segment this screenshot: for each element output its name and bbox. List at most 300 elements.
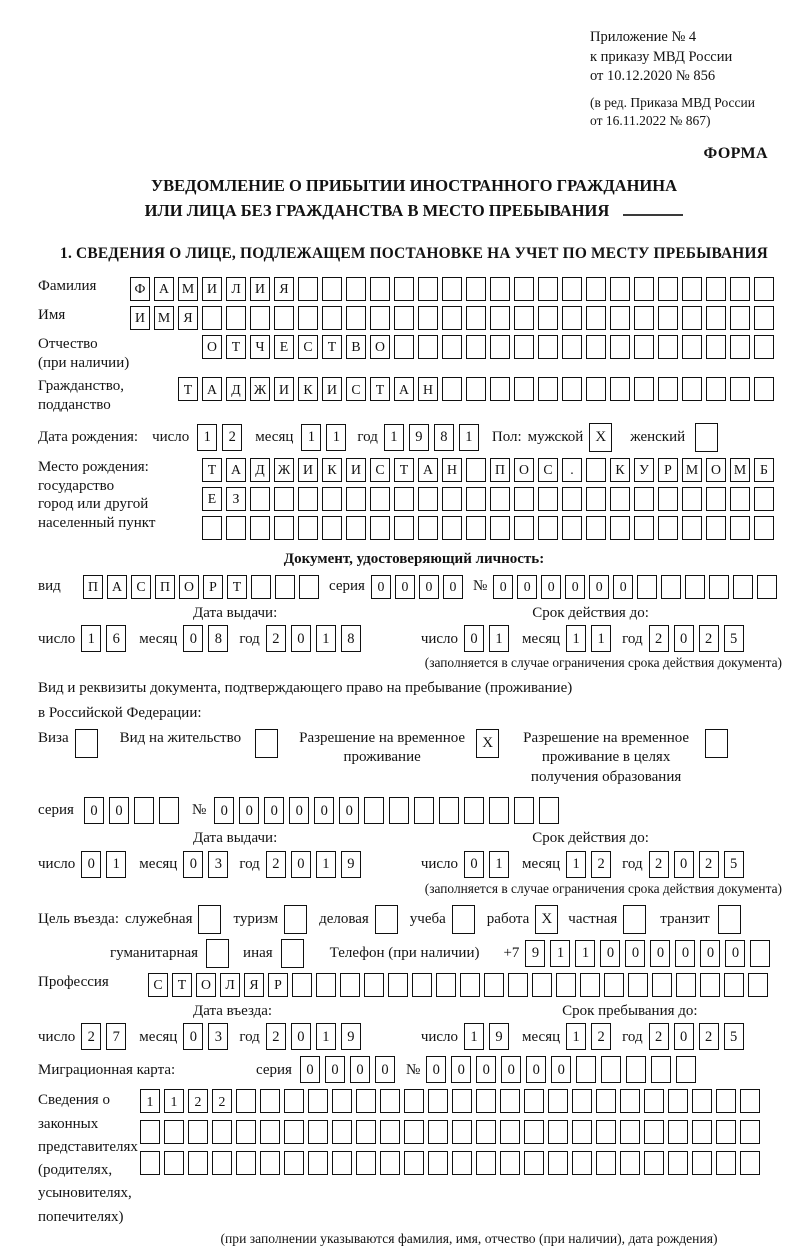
char-cell[interactable] xyxy=(188,1151,208,1175)
char-cell[interactable]: 1 xyxy=(106,851,126,878)
phone-cells[interactable] xyxy=(525,940,775,967)
char-cell[interactable] xyxy=(706,306,726,330)
char-cell[interactable] xyxy=(514,335,534,359)
char-cell[interactable] xyxy=(500,1151,520,1175)
char-cell[interactable] xyxy=(442,277,462,301)
purpose-other-checkbox[interactable] xyxy=(281,939,308,968)
char-cell[interactable] xyxy=(586,277,606,301)
char-cell[interactable] xyxy=(380,1120,400,1144)
char-cell[interactable] xyxy=(466,377,486,401)
char-cell[interactable]: К xyxy=(610,458,630,482)
char-cell[interactable]: Е xyxy=(274,335,294,359)
char-cell[interactable] xyxy=(380,1089,400,1113)
char-cell[interactable] xyxy=(394,277,414,301)
purpose-humanitarian-checkbox[interactable] xyxy=(206,939,233,968)
char-cell[interactable]: 0 xyxy=(264,797,284,824)
char-cell[interactable]: О xyxy=(706,458,726,482)
char-cell[interactable] xyxy=(476,1089,496,1113)
char-cell[interactable]: 1 xyxy=(566,851,586,878)
char-cell[interactable] xyxy=(562,487,582,511)
char-cell[interactable]: О xyxy=(370,335,390,359)
char-cell[interactable]: 0 xyxy=(183,625,203,652)
char-cell[interactable]: 0 xyxy=(451,1056,471,1083)
char-cell[interactable]: 5 xyxy=(724,625,744,652)
char-cell[interactable]: Л xyxy=(220,973,240,997)
char-cell[interactable]: Р xyxy=(203,575,223,599)
birth-month-cells[interactable] xyxy=(301,424,351,451)
char-cell[interactable]: 0 xyxy=(291,1023,311,1050)
char-cell[interactable] xyxy=(380,1151,400,1175)
char-cell[interactable]: 0 xyxy=(419,575,439,599)
purpose-work-checkbox[interactable] xyxy=(535,905,562,934)
char-cell[interactable] xyxy=(514,487,534,511)
profession-cells[interactable] xyxy=(148,973,772,997)
char-cell[interactable] xyxy=(514,516,534,540)
char-cell[interactable] xyxy=(695,423,718,452)
char-cell[interactable]: Я xyxy=(244,973,264,997)
char-cell[interactable] xyxy=(442,335,462,359)
char-cell[interactable]: 1 xyxy=(489,625,509,652)
char-cell[interactable]: Т xyxy=(370,377,390,401)
res-valid-month-cells[interactable] xyxy=(566,851,616,878)
char-cell[interactable] xyxy=(140,1120,160,1144)
char-cell[interactable] xyxy=(464,797,484,824)
char-cell[interactable] xyxy=(356,1120,376,1144)
char-cell[interactable] xyxy=(260,1089,280,1113)
birth-place-row1-cells[interactable] xyxy=(202,458,778,482)
char-cell[interactable] xyxy=(668,1089,688,1113)
char-cell[interactable]: 0 xyxy=(183,1023,203,1050)
char-cell[interactable] xyxy=(394,306,414,330)
char-cell[interactable] xyxy=(404,1089,424,1113)
char-cell[interactable] xyxy=(748,973,768,997)
char-cell[interactable] xyxy=(556,973,576,997)
temp-residence-edu-checkbox[interactable] xyxy=(705,729,732,758)
char-cell[interactable]: А xyxy=(107,575,127,599)
char-cell[interactable] xyxy=(412,973,432,997)
char-cell[interactable] xyxy=(255,729,278,758)
char-cell[interactable] xyxy=(658,487,678,511)
id-valid-day-cells[interactable] xyxy=(464,625,514,652)
char-cell[interactable]: 2 xyxy=(699,851,719,878)
char-cell[interactable] xyxy=(490,277,510,301)
char-cell[interactable]: 0 xyxy=(443,575,463,599)
char-cell[interactable]: 0 xyxy=(81,851,101,878)
char-cell[interactable] xyxy=(346,277,366,301)
char-cell[interactable]: 9 xyxy=(409,424,429,451)
char-cell[interactable] xyxy=(356,1089,376,1113)
char-cell[interactable]: 0 xyxy=(674,851,694,878)
char-cell[interactable] xyxy=(596,1120,616,1144)
char-cell[interactable]: 2 xyxy=(266,625,286,652)
char-cell[interactable]: 2 xyxy=(81,1023,101,1050)
char-cell[interactable] xyxy=(750,940,770,967)
char-cell[interactable]: 3 xyxy=(208,851,228,878)
char-cell[interactable]: 0 xyxy=(589,575,609,599)
char-cell[interactable] xyxy=(661,575,681,599)
char-cell[interactable]: 0 xyxy=(674,1023,694,1050)
char-cell[interactable] xyxy=(466,306,486,330)
char-cell[interactable] xyxy=(370,277,390,301)
char-cell[interactable]: А xyxy=(202,377,222,401)
char-cell[interactable] xyxy=(634,306,654,330)
char-cell[interactable] xyxy=(275,575,295,599)
char-cell[interactable]: Е xyxy=(202,487,222,511)
id-issue-month-cells[interactable] xyxy=(183,625,233,652)
char-cell[interactable] xyxy=(538,306,558,330)
char-cell[interactable] xyxy=(308,1151,328,1175)
purpose-tourism-checkbox[interactable] xyxy=(284,905,311,934)
char-cell[interactable] xyxy=(466,487,486,511)
char-cell[interactable] xyxy=(250,516,270,540)
char-cell[interactable] xyxy=(562,277,582,301)
char-cell[interactable] xyxy=(610,487,630,511)
char-cell[interactable]: А xyxy=(394,377,414,401)
char-cell[interactable]: С xyxy=(298,335,318,359)
char-cell[interactable]: 7 xyxy=(106,1023,126,1050)
char-cell[interactable] xyxy=(452,905,475,934)
char-cell[interactable] xyxy=(562,377,582,401)
char-cell[interactable] xyxy=(442,487,462,511)
reps-row1-cells[interactable] xyxy=(140,1089,764,1113)
char-cell[interactable] xyxy=(634,377,654,401)
char-cell[interactable]: 0 xyxy=(650,940,670,967)
char-cell[interactable]: 0 xyxy=(565,575,585,599)
char-cell[interactable] xyxy=(418,335,438,359)
birth-place-row3-cells[interactable] xyxy=(202,516,778,540)
char-cell[interactable]: 2 xyxy=(699,625,719,652)
char-cell[interactable] xyxy=(250,487,270,511)
reps-row2-cells[interactable] xyxy=(140,1120,764,1144)
char-cell[interactable] xyxy=(514,377,534,401)
char-cell[interactable] xyxy=(754,306,774,330)
char-cell[interactable]: 8 xyxy=(208,625,228,652)
char-cell[interactable] xyxy=(524,1089,544,1113)
char-cell[interactable] xyxy=(623,905,646,934)
char-cell[interactable] xyxy=(676,973,696,997)
char-cell[interactable] xyxy=(394,335,414,359)
char-cell[interactable] xyxy=(299,575,319,599)
char-cell[interactable] xyxy=(442,306,462,330)
char-cell[interactable] xyxy=(538,516,558,540)
char-cell[interactable]: 3 xyxy=(208,1023,228,1050)
char-cell[interactable]: 1 xyxy=(140,1089,160,1113)
char-cell[interactable] xyxy=(620,1151,640,1175)
char-cell[interactable]: 1 xyxy=(550,940,570,967)
char-cell[interactable] xyxy=(634,516,654,540)
char-cell[interactable] xyxy=(601,1056,621,1083)
char-cell[interactable] xyxy=(730,377,750,401)
char-cell[interactable]: 0 xyxy=(476,1056,496,1083)
char-cell[interactable]: 0 xyxy=(600,940,620,967)
char-cell[interactable] xyxy=(164,1120,184,1144)
char-cell[interactable] xyxy=(692,1120,712,1144)
char-cell[interactable] xyxy=(308,1120,328,1144)
char-cell[interactable]: М xyxy=(730,458,750,482)
char-cell[interactable]: 0 xyxy=(300,1056,320,1083)
char-cell[interactable]: 9 xyxy=(341,851,361,878)
char-cell[interactable] xyxy=(490,516,510,540)
char-cell[interactable] xyxy=(394,487,414,511)
char-cell[interactable] xyxy=(490,377,510,401)
char-cell[interactable] xyxy=(610,335,630,359)
char-cell[interactable] xyxy=(692,1089,712,1113)
char-cell[interactable] xyxy=(700,973,720,997)
char-cell[interactable]: 2 xyxy=(591,851,611,878)
stay-month-cells[interactable] xyxy=(566,1023,616,1050)
char-cell[interactable] xyxy=(644,1089,664,1113)
char-cell[interactable]: 0 xyxy=(674,625,694,652)
char-cell[interactable] xyxy=(404,1151,424,1175)
char-cell[interactable]: Ф xyxy=(130,277,150,301)
char-cell[interactable]: С xyxy=(346,377,366,401)
char-cell[interactable] xyxy=(274,306,294,330)
char-cell[interactable] xyxy=(733,575,753,599)
char-cell[interactable] xyxy=(298,487,318,511)
char-cell[interactable] xyxy=(442,377,462,401)
given-name-cells[interactable] xyxy=(130,306,778,330)
char-cell[interactable] xyxy=(596,1151,616,1175)
char-cell[interactable]: И xyxy=(250,277,270,301)
char-cell[interactable]: Л xyxy=(226,277,246,301)
char-cell[interactable] xyxy=(476,1120,496,1144)
char-cell[interactable]: 0 xyxy=(109,797,129,824)
char-cell[interactable]: 6 xyxy=(106,625,126,652)
birth-year-cells[interactable] xyxy=(384,424,484,451)
char-cell[interactable] xyxy=(274,516,294,540)
char-cell[interactable]: X xyxy=(589,423,612,452)
char-cell[interactable]: 0 xyxy=(464,851,484,878)
char-cell[interactable] xyxy=(682,306,702,330)
char-cell[interactable]: С xyxy=(538,458,558,482)
char-cell[interactable]: 2 xyxy=(266,1023,286,1050)
char-cell[interactable]: 0 xyxy=(613,575,633,599)
char-cell[interactable] xyxy=(452,1089,472,1113)
char-cell[interactable] xyxy=(490,335,510,359)
char-cell[interactable] xyxy=(364,973,384,997)
char-cell[interactable]: Т xyxy=(202,458,222,482)
char-cell[interactable] xyxy=(202,306,222,330)
char-cell[interactable] xyxy=(250,306,270,330)
res-valid-year-cells[interactable] xyxy=(649,851,749,878)
char-cell[interactable] xyxy=(514,277,534,301)
char-cell[interactable] xyxy=(740,1120,760,1144)
char-cell[interactable] xyxy=(394,516,414,540)
char-cell[interactable] xyxy=(428,1151,448,1175)
purpose-study-checkbox[interactable] xyxy=(452,905,479,934)
id-series-cells[interactable] xyxy=(371,575,467,599)
id-issue-day-cells[interactable] xyxy=(81,625,131,652)
char-cell[interactable]: 1 xyxy=(566,625,586,652)
entry-month-cells[interactable] xyxy=(183,1023,233,1050)
char-cell[interactable] xyxy=(418,516,438,540)
char-cell[interactable] xyxy=(709,575,729,599)
char-cell[interactable] xyxy=(730,335,750,359)
char-cell[interactable] xyxy=(586,306,606,330)
char-cell[interactable] xyxy=(364,797,384,824)
char-cell[interactable]: И xyxy=(298,458,318,482)
char-cell[interactable] xyxy=(596,1089,616,1113)
char-cell[interactable]: 1 xyxy=(464,1023,484,1050)
char-cell[interactable] xyxy=(388,973,408,997)
char-cell[interactable] xyxy=(508,973,528,997)
char-cell[interactable] xyxy=(298,277,318,301)
char-cell[interactable]: П xyxy=(490,458,510,482)
char-cell[interactable]: О xyxy=(202,335,222,359)
char-cell[interactable]: Я xyxy=(178,306,198,330)
char-cell[interactable] xyxy=(418,277,438,301)
char-cell[interactable] xyxy=(236,1151,256,1175)
char-cell[interactable] xyxy=(620,1120,640,1144)
char-cell[interactable] xyxy=(524,1120,544,1144)
char-cell[interactable]: 1 xyxy=(575,940,595,967)
char-cell[interactable] xyxy=(298,306,318,330)
char-cell[interactable]: У xyxy=(634,458,654,482)
res-series-cells[interactable] xyxy=(84,797,184,824)
char-cell[interactable] xyxy=(418,306,438,330)
char-cell[interactable] xyxy=(586,335,606,359)
char-cell[interactable] xyxy=(668,1151,688,1175)
char-cell[interactable] xyxy=(164,1151,184,1175)
char-cell[interactable]: 5 xyxy=(724,1023,744,1050)
char-cell[interactable]: 0 xyxy=(291,625,311,652)
char-cell[interactable] xyxy=(658,306,678,330)
char-cell[interactable]: Д xyxy=(250,458,270,482)
char-cell[interactable] xyxy=(298,516,318,540)
char-cell[interactable] xyxy=(562,516,582,540)
char-cell[interactable]: 2 xyxy=(222,424,242,451)
char-cell[interactable]: 0 xyxy=(526,1056,546,1083)
char-cell[interactable] xyxy=(236,1120,256,1144)
char-cell[interactable] xyxy=(428,1120,448,1144)
char-cell[interactable]: С xyxy=(131,575,151,599)
char-cell[interactable]: С xyxy=(148,973,168,997)
char-cell[interactable]: М xyxy=(154,306,174,330)
char-cell[interactable] xyxy=(610,277,630,301)
char-cell[interactable]: П xyxy=(155,575,175,599)
char-cell[interactable]: 1 xyxy=(316,1023,336,1050)
id-number-cells[interactable] xyxy=(493,575,781,599)
char-cell[interactable] xyxy=(538,277,558,301)
char-cell[interactable] xyxy=(586,516,606,540)
char-cell[interactable] xyxy=(634,277,654,301)
char-cell[interactable] xyxy=(308,1089,328,1113)
char-cell[interactable] xyxy=(292,973,312,997)
char-cell[interactable]: О xyxy=(514,458,534,482)
doc-type-cells[interactable] xyxy=(83,575,323,599)
sex-male-checkbox[interactable] xyxy=(589,423,616,452)
char-cell[interactable]: Н xyxy=(418,377,438,401)
char-cell[interactable] xyxy=(682,487,702,511)
char-cell[interactable] xyxy=(754,335,774,359)
char-cell[interactable] xyxy=(610,516,630,540)
char-cell[interactable]: Т xyxy=(322,335,342,359)
char-cell[interactable] xyxy=(332,1151,352,1175)
char-cell[interactable] xyxy=(705,729,728,758)
char-cell[interactable]: 1 xyxy=(164,1089,184,1113)
char-cell[interactable] xyxy=(740,1089,760,1113)
char-cell[interactable] xyxy=(658,335,678,359)
char-cell[interactable]: 1 xyxy=(301,424,321,451)
char-cell[interactable] xyxy=(539,797,559,824)
char-cell[interactable] xyxy=(490,487,510,511)
char-cell[interactable]: Н xyxy=(442,458,462,482)
char-cell[interactable] xyxy=(634,335,654,359)
char-cell[interactable]: Т xyxy=(394,458,414,482)
char-cell[interactable]: Т xyxy=(226,335,246,359)
char-cell[interactable] xyxy=(202,516,222,540)
char-cell[interactable] xyxy=(692,1151,712,1175)
char-cell[interactable]: 0 xyxy=(350,1056,370,1083)
char-cell[interactable]: 9 xyxy=(489,1023,509,1050)
id-valid-year-cells[interactable] xyxy=(649,625,749,652)
entry-day-cells[interactable] xyxy=(81,1023,131,1050)
char-cell[interactable] xyxy=(236,1089,256,1113)
char-cell[interactable] xyxy=(724,973,744,997)
char-cell[interactable] xyxy=(389,797,409,824)
char-cell[interactable] xyxy=(322,277,342,301)
birth-place-row2-cells[interactable] xyxy=(202,487,778,511)
char-cell[interactable] xyxy=(538,487,558,511)
char-cell[interactable] xyxy=(716,1120,736,1144)
citizenship-cells[interactable] xyxy=(178,377,778,401)
char-cell[interactable] xyxy=(452,1151,472,1175)
char-cell[interactable] xyxy=(754,377,774,401)
char-cell[interactable]: А xyxy=(418,458,438,482)
char-cell[interactable] xyxy=(466,277,486,301)
char-cell[interactable] xyxy=(658,277,678,301)
char-cell[interactable] xyxy=(576,1056,596,1083)
residence-permit-checkbox[interactable] xyxy=(255,729,282,758)
char-cell[interactable] xyxy=(514,797,534,824)
char-cell[interactable] xyxy=(532,973,552,997)
char-cell[interactable] xyxy=(226,516,246,540)
char-cell[interactable] xyxy=(188,1120,208,1144)
char-cell[interactable] xyxy=(730,487,750,511)
char-cell[interactable]: X xyxy=(535,905,558,934)
visa-checkbox[interactable] xyxy=(75,729,102,758)
char-cell[interactable] xyxy=(730,277,750,301)
char-cell[interactable] xyxy=(716,1151,736,1175)
char-cell[interactable] xyxy=(489,797,509,824)
char-cell[interactable] xyxy=(668,1120,688,1144)
char-cell[interactable]: 2 xyxy=(649,625,669,652)
char-cell[interactable] xyxy=(652,973,672,997)
char-cell[interactable]: К xyxy=(322,458,342,482)
char-cell[interactable] xyxy=(682,516,702,540)
surname-cells[interactable] xyxy=(130,277,778,301)
char-cell[interactable]: 2 xyxy=(649,1023,669,1050)
char-cell[interactable]: 0 xyxy=(84,797,104,824)
char-cell[interactable]: Ж xyxy=(250,377,270,401)
char-cell[interactable] xyxy=(580,973,600,997)
char-cell[interactable] xyxy=(332,1089,352,1113)
char-cell[interactable] xyxy=(375,905,398,934)
temp-residence-checkbox[interactable] xyxy=(476,729,503,758)
char-cell[interactable]: Ч xyxy=(250,335,270,359)
char-cell[interactable] xyxy=(260,1120,280,1144)
char-cell[interactable] xyxy=(346,306,366,330)
char-cell[interactable] xyxy=(322,306,342,330)
stay-year-cells[interactable] xyxy=(649,1023,749,1050)
char-cell[interactable] xyxy=(620,1089,640,1113)
char-cell[interactable] xyxy=(428,1089,448,1113)
char-cell[interactable]: 9 xyxy=(525,940,545,967)
char-cell[interactable]: X xyxy=(476,729,499,758)
char-cell[interactable] xyxy=(281,939,304,968)
char-cell[interactable] xyxy=(75,729,98,758)
char-cell[interactable] xyxy=(439,797,459,824)
